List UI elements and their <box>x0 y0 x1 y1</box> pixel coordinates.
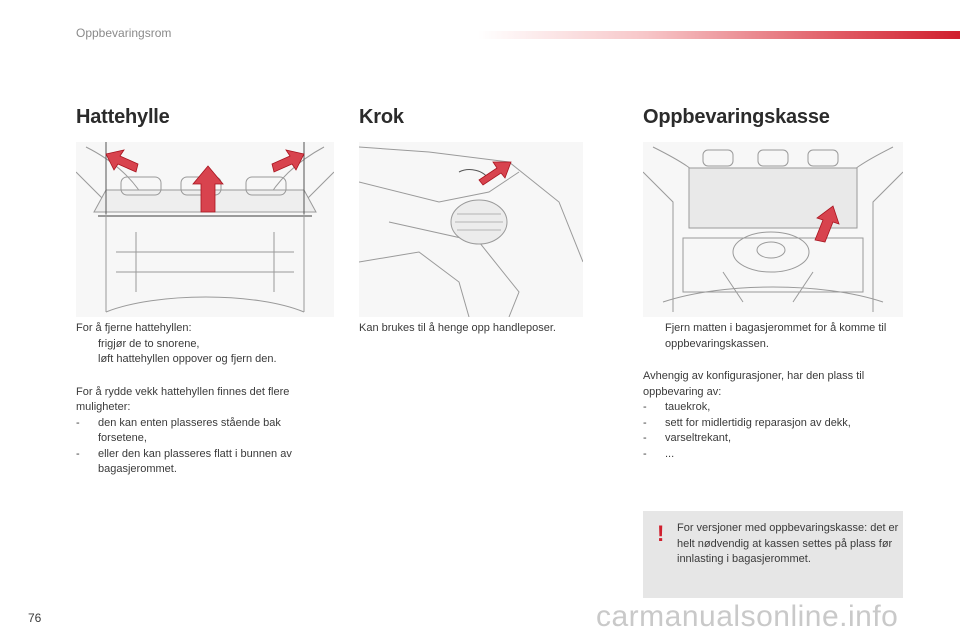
krok-text <box>359 321 599 337</box>
dash-text: sett for midlertidig reparasjon av dekk, <box>665 416 851 429</box>
dash-text: den kan enten plasseres stående bak forsetene, <box>98 416 281 444</box>
page-number: 76 <box>28 611 42 625</box>
dash-text: tauekrok, <box>665 401 711 413</box>
krok-illustration <box>359 142 583 317</box>
list-item <box>643 431 905 447</box>
bullet-text: løft hattehyllen oppover og fjern den. <box>98 353 277 365</box>
krok-description: Kan brukes til å henge opp handleposer. <box>359 322 556 334</box>
dash-mark: - <box>643 416 647 429</box>
heading-hattehylle: Hattehylle <box>76 106 170 128</box>
dash-mark: - <box>76 447 80 460</box>
hattehylle-illustration <box>76 142 334 317</box>
list-item <box>643 321 905 352</box>
list-item <box>643 447 905 463</box>
warning-text: For versjoner med oppbevaringskasse: det er helt nødvendig at kassen settes på plass før innlasting i bagasjerommet. <box>677 522 899 565</box>
dash-mark: - <box>643 432 647 444</box>
warning-note <box>643 511 903 598</box>
bullet-text: Fjern matten i bagasjerommet for å komme til oppbevaringskassen. <box>665 322 887 350</box>
list-item <box>643 416 905 432</box>
header-section-title: Oppbevaringsrom <box>76 26 172 40</box>
dash-text: varseltrekant, <box>665 432 732 444</box>
dash-mark: - <box>643 447 647 460</box>
oppbevaringskasse-illustration <box>643 142 903 317</box>
list-item <box>76 447 331 478</box>
hattehylle-text <box>76 321 331 478</box>
hattehylle-intro: For å fjerne hattehyllen: <box>76 322 192 334</box>
dash-mark: - <box>76 416 80 429</box>
header-accent-bar <box>478 31 960 39</box>
list-item <box>76 337 331 353</box>
list-item <box>76 416 331 447</box>
oppbevaringskasse-para2: Avhengig av konfigurasjoner, har den plass til oppbevaring av: <box>643 370 865 398</box>
list-item <box>76 352 331 368</box>
oppbevaringskasse-text <box>643 321 905 462</box>
bullet-text: frigjør de to snorene, <box>98 337 200 350</box>
dash-mark: - <box>643 401 647 413</box>
dash-text: eller den kan plasseres flatt i bunnen av bagasjerommet. <box>98 447 292 475</box>
heading-oppbevaringskasse: Oppbevaringskasse <box>643 106 830 128</box>
heading-krok: Krok <box>359 106 404 128</box>
watermark: carmanualsonline.info <box>596 600 899 633</box>
dash-text: ... <box>665 447 675 460</box>
list-item <box>643 400 905 416</box>
warning-exclamation-icon: ! <box>657 521 665 546</box>
hattehylle-para2: For å rydde vekk hattehyllen finnes det flere muligheter: <box>76 385 290 413</box>
